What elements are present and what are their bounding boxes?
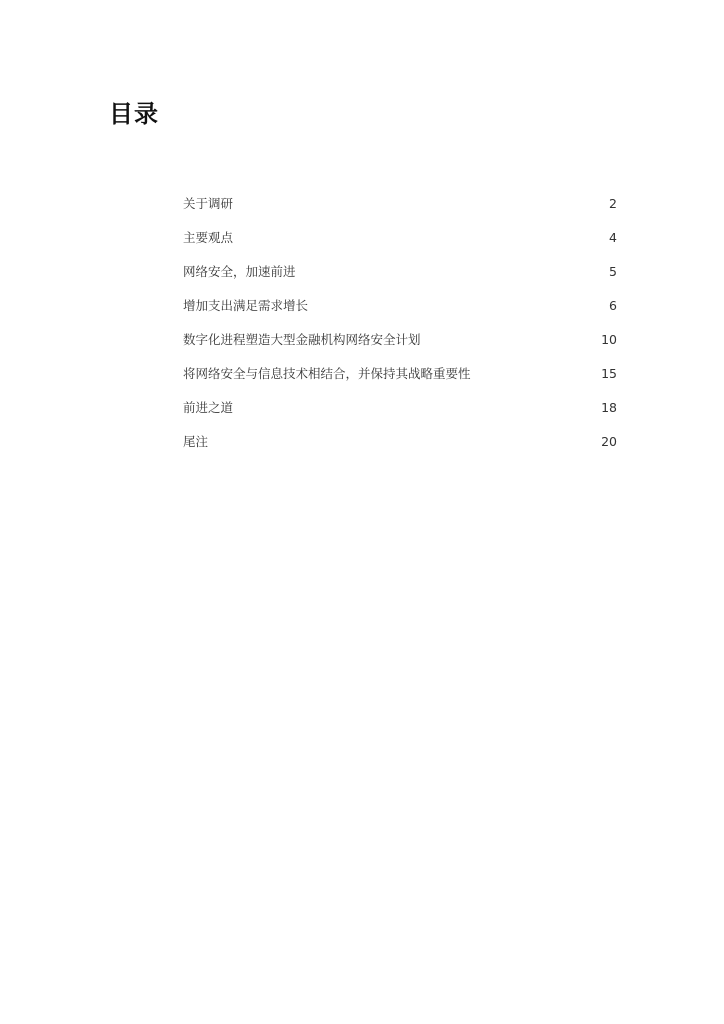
toc-entry-title: 主要观点 — [183, 230, 234, 245]
table-of-contents — [183, 186, 617, 458]
toc-entry-title: 前进之道 — [183, 400, 234, 415]
toc-entry[interactable] — [183, 424, 617, 458]
toc-entry-page: 6 — [609, 297, 617, 313]
toc-entry[interactable] — [183, 390, 617, 424]
toc-entry[interactable] — [183, 186, 617, 220]
toc-entry[interactable] — [183, 356, 617, 390]
toc-entry-title: 将网络安全与信息技术相结合，并保持其战略重要性 — [183, 366, 471, 381]
toc-entry[interactable] — [183, 254, 617, 288]
toc-entry-page: 15 — [601, 365, 617, 381]
toc-entry[interactable] — [183, 322, 617, 356]
toc-entry-page: 4 — [609, 229, 617, 245]
toc-entry-title: 尾注 — [183, 434, 209, 449]
toc-entry-title: 增加支出满足需求增长 — [183, 298, 309, 313]
toc-entry[interactable] — [183, 220, 617, 254]
toc-entry-page: 10 — [601, 331, 617, 347]
toc-entry-page: 20 — [601, 433, 617, 449]
toc-entry-page: 18 — [601, 399, 617, 415]
toc-entry-title: 关于调研 — [183, 196, 234, 211]
toc-entry-page: 5 — [609, 263, 617, 279]
page-title: 目录 — [109, 100, 159, 128]
toc-entry-title: 数字化进程塑造大型金融机构网络安全计划 — [183, 332, 421, 347]
toc-entry[interactable] — [183, 288, 617, 322]
toc-entry-page: 2 — [609, 195, 617, 211]
toc-entry-title: 网络安全，加速前进 — [183, 264, 296, 279]
